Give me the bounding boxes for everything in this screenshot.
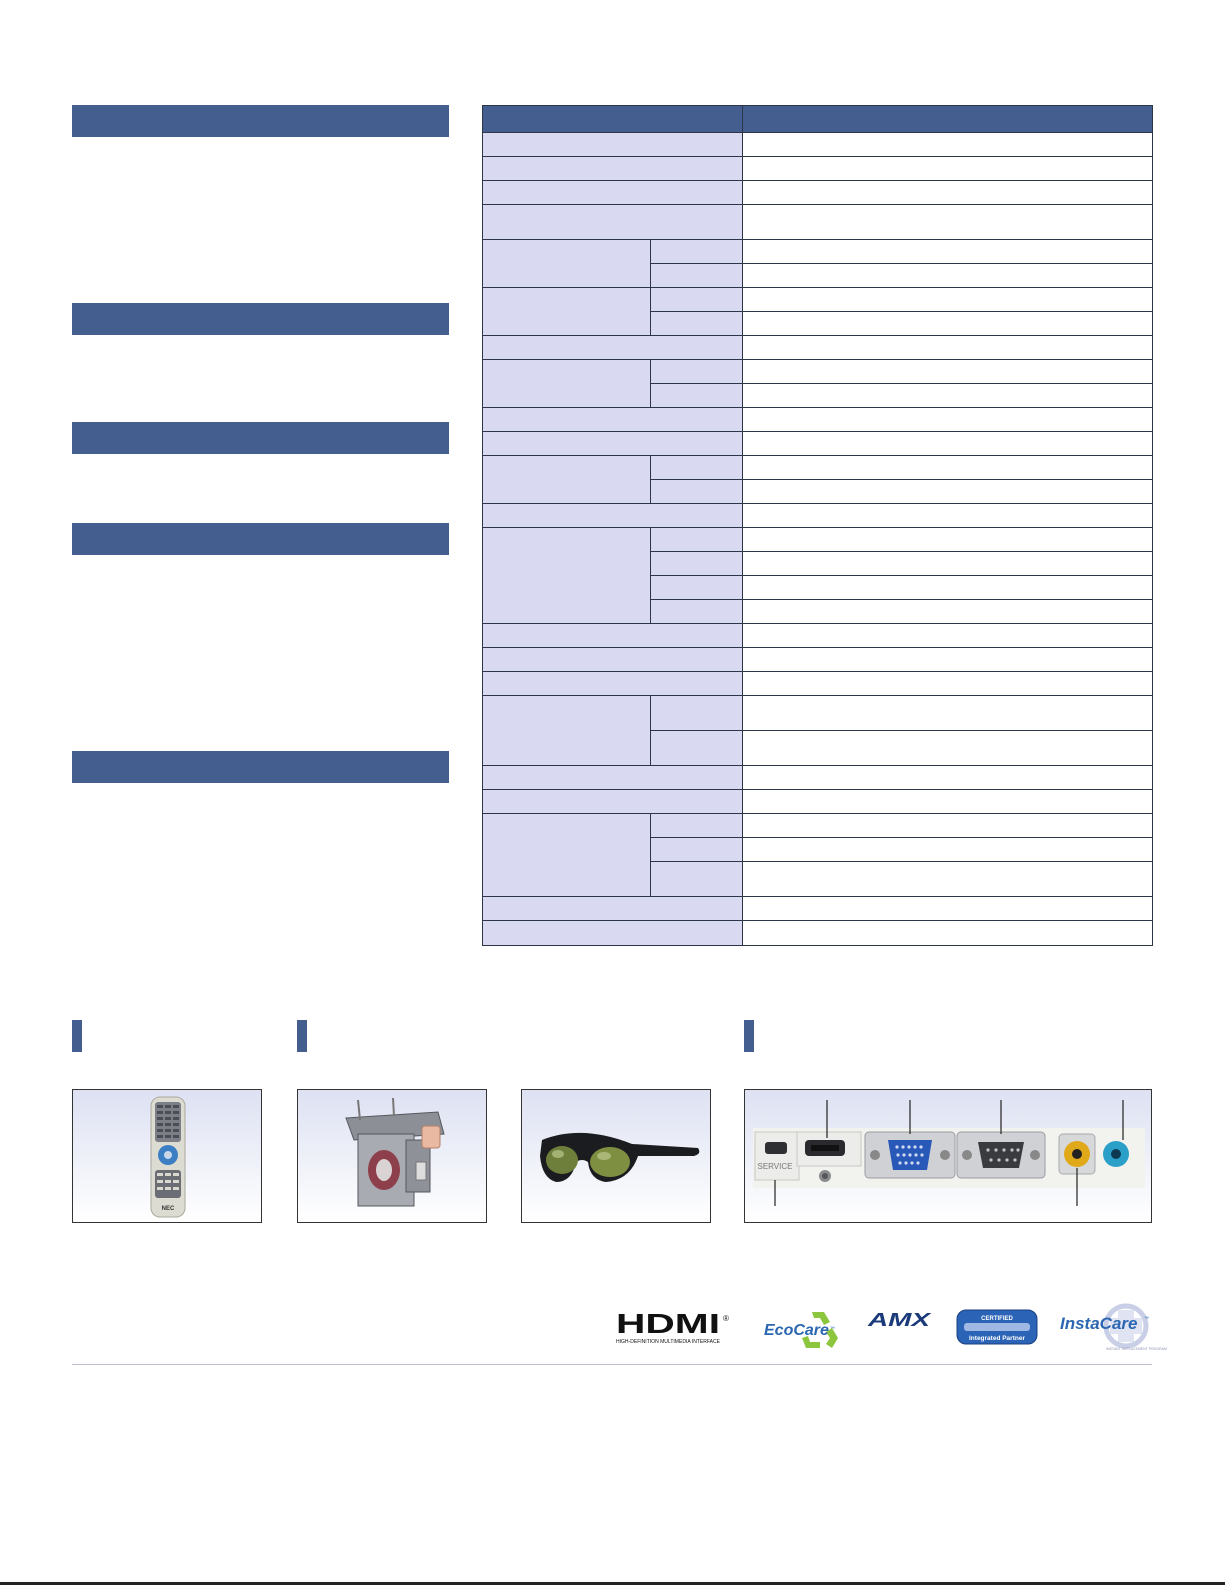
table-value-cell — [743, 456, 1153, 480]
table-row — [483, 240, 1153, 264]
connection-panel-accent-bar — [744, 1020, 754, 1052]
specifications-table — [482, 105, 1153, 946]
table-row — [483, 528, 1153, 552]
amx-badge-bottom-text: Integrated Partner — [969, 1335, 1025, 1342]
table-row — [483, 672, 1153, 696]
table-value-cell — [743, 408, 1153, 432]
instacare-arc-text: INSTANT REPLACEMENT PROGRAM — [1106, 1347, 1167, 1351]
footer-divider — [72, 1364, 1152, 1365]
table-label-cell — [483, 624, 743, 648]
table-row — [483, 408, 1153, 432]
section-header-bar-4 — [72, 523, 449, 555]
section-header-bar-3 — [72, 422, 449, 454]
table-row — [483, 696, 1153, 731]
table-row — [483, 288, 1153, 312]
table-label-cell — [651, 480, 743, 504]
table-header-row — [483, 106, 1153, 133]
instacare-tm: ™ — [1144, 1316, 1149, 1322]
service-port-label: SERVICE — [757, 1162, 793, 1171]
table-row — [483, 814, 1153, 838]
table-label-cell — [651, 552, 743, 576]
table-value-cell — [743, 672, 1153, 696]
table-row — [483, 790, 1153, 814]
table-label-cell — [651, 456, 743, 480]
ecocare-logo-word: EcoCare — [764, 1322, 829, 1339]
table-value-cell — [743, 766, 1153, 790]
table-label-cell — [483, 696, 651, 766]
table-label-cell — [651, 360, 743, 384]
ecocare-tm: ™ — [830, 1326, 835, 1332]
table-row — [483, 157, 1153, 181]
table-value-cell — [743, 696, 1153, 731]
table-label-cell — [651, 814, 743, 838]
table-value-cell — [743, 552, 1153, 576]
table-value-cell — [743, 240, 1153, 264]
table-value-cell — [743, 157, 1153, 181]
hdmi-logo — [616, 1310, 732, 1346]
amx-logo-word: AMX — [866, 1310, 932, 1330]
amx-certified-badge — [956, 1309, 1038, 1345]
table-row — [483, 648, 1153, 672]
optional-accessories-accent-bar — [297, 1020, 307, 1052]
table-row — [483, 360, 1153, 384]
table-label-cell — [483, 766, 743, 790]
section-header-bar-2 — [72, 303, 449, 335]
connection-panel-image — [744, 1089, 1152, 1223]
table-value-cell — [743, 312, 1153, 336]
table-label-cell — [651, 576, 743, 600]
hdmi-logo-word: HDMI — [616, 1308, 720, 1339]
table-value-cell — [743, 181, 1153, 205]
table-label-cell — [483, 240, 651, 288]
table-value-cell — [743, 814, 1153, 838]
table-row — [483, 624, 1153, 648]
section-header-bar-5 — [72, 751, 449, 783]
table-row — [483, 205, 1153, 240]
table-label-cell — [483, 336, 743, 360]
instacare-logo — [1060, 1302, 1167, 1352]
table-value-cell — [743, 576, 1153, 600]
table-label-cell — [651, 600, 743, 624]
table-value-cell — [743, 360, 1153, 384]
table-value-cell — [743, 600, 1153, 624]
table-label-cell — [483, 181, 743, 205]
accessories-accent-bar — [72, 1020, 82, 1052]
table-label-cell — [483, 897, 743, 921]
amx-badge-top-text: CERTIFIED — [981, 1316, 1013, 1322]
table-value-cell — [743, 921, 1153, 946]
table-value-cell — [743, 288, 1153, 312]
table-value-cell — [743, 384, 1153, 408]
table-label-cell — [483, 205, 743, 240]
table-label-cell — [483, 921, 743, 946]
remote-control-image — [72, 1089, 262, 1223]
remote-brand-text: NEC — [161, 1206, 175, 1212]
table-value-cell — [743, 480, 1153, 504]
table-value-cell — [743, 648, 1153, 672]
table-label-cell — [651, 384, 743, 408]
table-value-cell — [743, 624, 1153, 648]
hdmi-tagline: HIGH-DEFINITION MULTIMEDIA INTERFACE — [616, 1339, 721, 1345]
hdmi-reg-mark: ® — [723, 1314, 729, 1323]
table-label-cell — [651, 731, 743, 766]
table-row — [483, 456, 1153, 480]
table-row — [483, 504, 1153, 528]
ecocare-logo — [764, 1306, 848, 1350]
table-header-cell — [483, 106, 743, 133]
table-value-cell — [743, 897, 1153, 921]
table-label-cell — [483, 360, 651, 408]
table-label-cell — [651, 240, 743, 264]
lamp-module-icon — [298, 1090, 488, 1224]
3d-glasses-image — [521, 1089, 711, 1223]
connection-panel-icon — [745, 1090, 1153, 1224]
table-row — [483, 336, 1153, 360]
remote-control-icon — [73, 1090, 263, 1224]
table-label-cell — [483, 432, 743, 456]
table-value-cell — [743, 432, 1153, 456]
table-label-cell — [483, 504, 743, 528]
table-label-cell — [483, 814, 651, 897]
section-header-bar-1 — [72, 105, 449, 137]
table-label-cell — [483, 408, 743, 432]
table-row — [483, 897, 1153, 921]
table-row — [483, 921, 1153, 946]
table-value-cell — [743, 504, 1153, 528]
table-row — [483, 181, 1153, 205]
table-label-cell — [483, 790, 743, 814]
table-label-cell — [483, 133, 743, 157]
table-label-cell — [483, 672, 743, 696]
table-label-cell — [651, 312, 743, 336]
table-label-cell — [483, 157, 743, 181]
table-value-cell — [743, 133, 1153, 157]
table-row — [483, 432, 1153, 456]
table-label-cell — [651, 696, 743, 731]
table-value-cell — [743, 528, 1153, 552]
table-label-cell — [483, 528, 651, 624]
3d-glasses-icon — [522, 1090, 712, 1224]
table-row — [483, 766, 1153, 790]
table-header-cell — [743, 106, 1153, 133]
table-label-cell — [651, 288, 743, 312]
table-label-cell — [483, 288, 651, 336]
table-value-cell — [743, 862, 1153, 897]
table-label-cell — [483, 456, 651, 504]
instacare-logo-word: InstaCare — [1060, 1314, 1138, 1333]
table-row — [483, 133, 1153, 157]
table-value-cell — [743, 205, 1153, 240]
replacement-lamp-image — [297, 1089, 487, 1223]
table-label-cell — [651, 528, 743, 552]
table-label-cell — [651, 838, 743, 862]
amx-logo — [868, 1309, 934, 1329]
table-label-cell — [483, 648, 743, 672]
table-value-cell — [743, 264, 1153, 288]
table-label-cell — [651, 264, 743, 288]
table-value-cell — [743, 336, 1153, 360]
table-value-cell — [743, 731, 1153, 766]
table-label-cell — [651, 862, 743, 897]
table-value-cell — [743, 790, 1153, 814]
table-value-cell — [743, 838, 1153, 862]
